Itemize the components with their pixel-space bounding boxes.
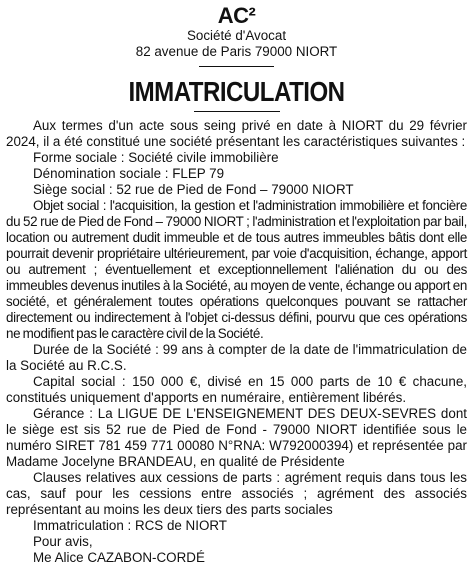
capital-paragraph: Capital social : 150 000 €, divisé en 15 000 parts de 10 € chacune, constitués uniquement d'apports en numéraire, entièrement libérés. [6, 374, 467, 405]
duration-paragraph: Durée de la Société : 99 ans à compter de la date de l'immatriculation de la Société au R.C.S. [6, 342, 467, 373]
signatory-line: Me Alice CAZABON-CORDÉ [33, 550, 205, 565]
head-office-line: Siège social : 52 rue de Pied de Fond – 79000 NIORT [33, 182, 354, 197]
for-notice-line: Pour avis, [33, 534, 93, 549]
management-paragraph: Gérance : La LIGUE DE L'ENSEIGNEMENT DES DEUX-SEVRES dont le siège est sis 52 rue de Pied de Fond - 79000 NIORT identifiée sous le numéro SIRET 781 459 771 00080 N°RNA: W792000394) et représentée par Madame Jocelyne BRANDEAU, en qualité de Présidente [6, 406, 467, 469]
firm-type: Société d'Avocat [186, 28, 287, 43]
corporate-purpose-paragraph: Objet social : l'acquisition, la gestion et l'administration immobilière et foncière du 52 rue de Pied de Fond – 79000 NIORT ; l'administration et l'exploitation par bail, location ou autrement dudit immeuble et de tous autres immeubles bâtis dont elle pourrait devenir propriétaire ultérieurement, par voie d'acquisition, échange, apport ou autrement ; éventuellement et exceptionnellement l'aliénation du ou des immeubles devenus inutiles à la Société, au moyen de vente, échange ou apport en société, et généralement toutes opérations quelconques pouvant se rattacher directement ou indirectement à l'objet ci-dessus défini, pourvu que ces opérations ne modifient pas le caractère civil de la Société. [6, 198, 467, 341]
notice-title: IMMATRICULATION [128, 76, 345, 107]
legal-form-line: Forme sociale : Société civile immobilière [33, 150, 279, 165]
header-divider [199, 66, 274, 67]
company-name-line: Dénomination sociale : FLEP 79 [33, 166, 225, 181]
intro-paragraph: Aux termes d'un acte sous seing privé en date à NIORT du 29 février 2024, il a été constitué une société présentant les caractéristiques suivantes : [6, 118, 467, 149]
firm-address: 82 avenue de Paris 79000 NIORT [135, 44, 338, 59]
registration-line: Immatriculation : RCS de NIORT [33, 518, 227, 533]
notice-body [6, 118, 467, 566]
title-divider [194, 111, 280, 112]
share-transfer-paragraph: Clauses relatives aux cessions de parts : agrément requis dans tous les cas, sauf pour les cessions entre associés ; agrément des associés représentant au moins les deux tiers des parts sociales [6, 470, 467, 517]
firm-logo-name: AC² [217, 3, 256, 28]
